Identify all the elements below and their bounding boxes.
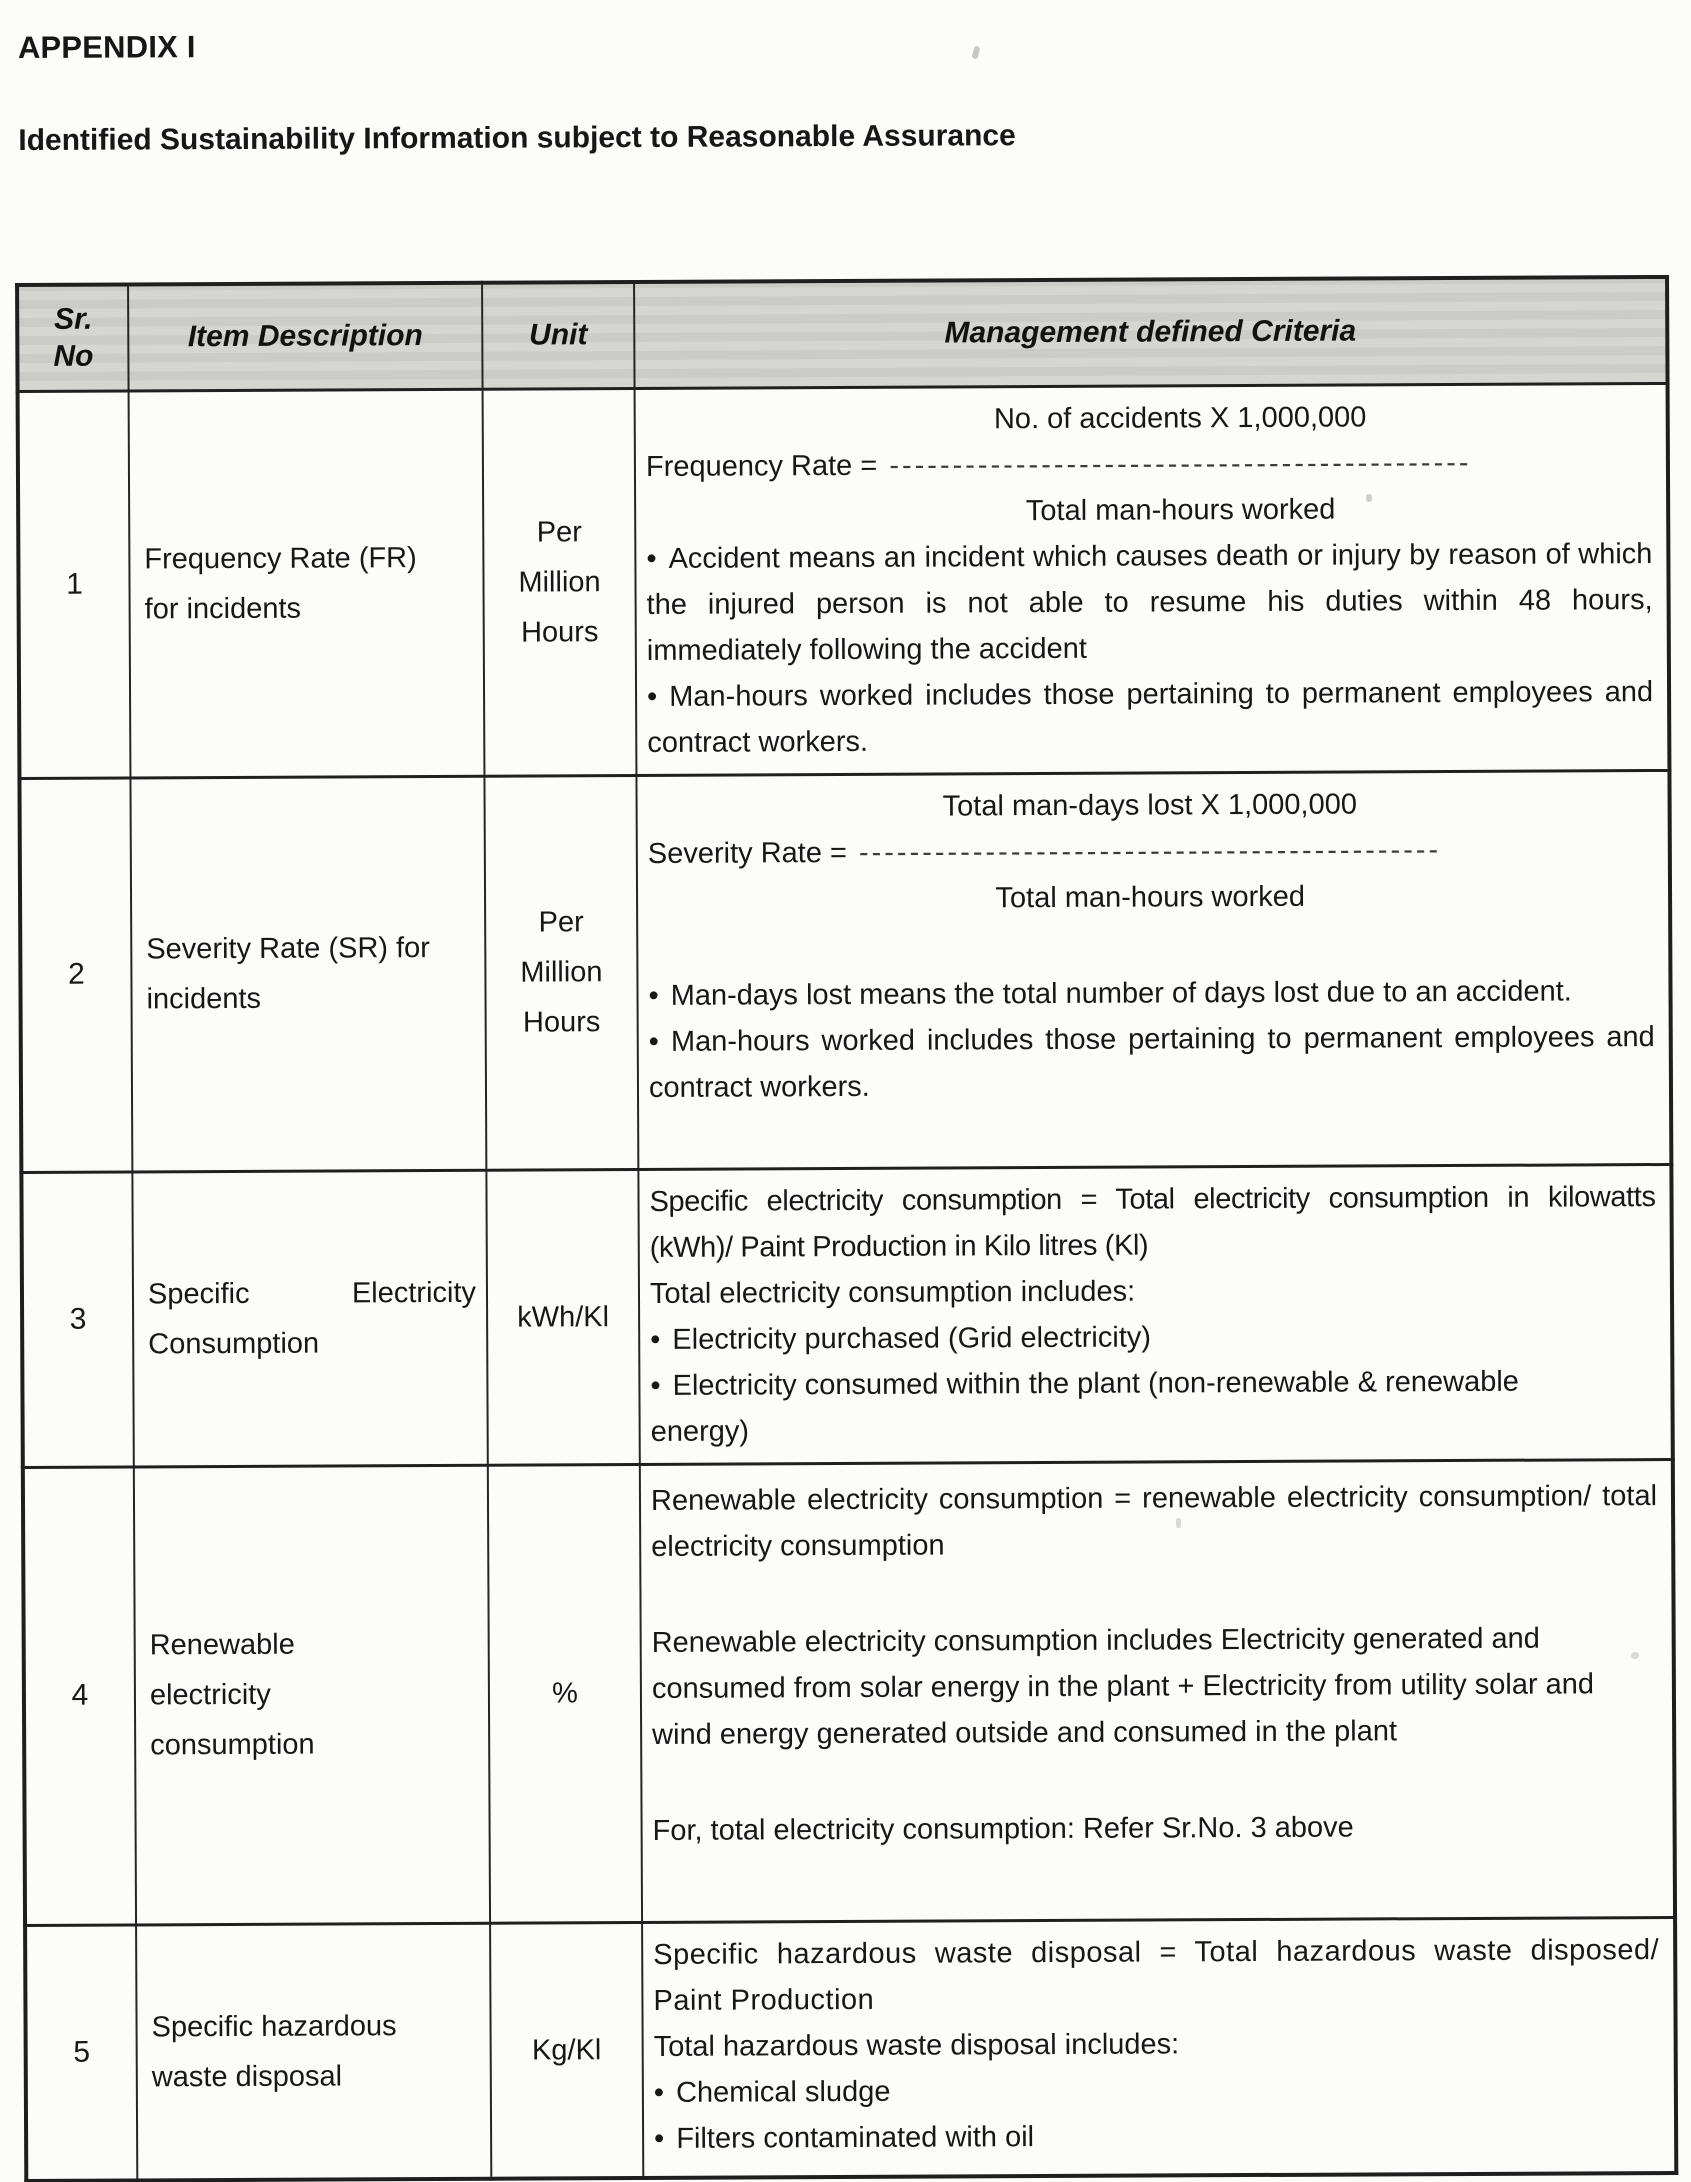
item-description: [130, 776, 486, 1172]
item-description: [132, 1170, 487, 1467]
sr-number: 4: [23, 1466, 136, 1925]
bullet-text: Electricity purchased (Grid electricity): [672, 1321, 1152, 1356]
item-description: [136, 1923, 491, 2181]
scan-speck: [1366, 494, 1372, 502]
criteria-paragraph: Specific hazardous waste disposal = Total hazardous waste disposed/ Paint Production: [653, 1933, 1660, 2017]
formula-denominator: Total man-hours worked: [1025, 493, 1336, 527]
criteria-paragraph: For, total electricity consumption: Refer Sr.No. 3 above: [652, 1811, 1354, 1847]
criteria-bullet: [650, 1312, 1656, 1363]
scan-speck: [1631, 1652, 1639, 1659]
formula-fraction-line: ----------------------------------------------: [858, 833, 1442, 869]
unit-value: Per Million Hours: [483, 388, 637, 776]
col-header-unit: Unit: [482, 282, 635, 389]
formula-fraction-line: ----------------------------------------------: [889, 446, 1472, 482]
sr-number: 2: [19, 777, 132, 1172]
unit-value: %: [488, 1464, 642, 1923]
criteria-paragraph: Total hazardous waste disposal includes:: [653, 2027, 1180, 2063]
bullet-marker: •: [648, 979, 659, 1012]
table-row-frequency-rate: [18, 383, 1670, 778]
bullet-marker: •: [654, 2122, 665, 2155]
bullet-marker: •: [646, 542, 657, 575]
bullet-text: Chemical sludge: [675, 2075, 891, 2109]
col-header-criteria: Management defined Criteria: [634, 277, 1668, 388]
item-description-text: Specific hazardous waste disposal: [151, 2009, 397, 2094]
criteria-cell: [638, 1164, 1672, 1464]
item-description-text: Severity Rate (SR) for incidents: [146, 932, 431, 1016]
criteria-bullet: [648, 968, 1654, 1019]
criteria-cell: [636, 770, 1671, 1169]
item-description: [129, 389, 485, 778]
item-description-text: Specific Electricity Consumption: [147, 1276, 477, 1360]
formula-denominator: Total man-hours worked: [995, 880, 1306, 914]
table-row-renewable-electricity: [23, 1459, 1675, 1925]
criteria-bullet: [654, 2111, 1660, 2162]
criteria-table: [15, 275, 1678, 2182]
criteria-cell: [640, 1459, 1675, 1922]
formula-label: Frequency Rate =: [645, 449, 878, 483]
criteria-bullet: [650, 1358, 1590, 1455]
frequency-rate-formula: [646, 393, 1653, 536]
bullet-text: Accident means an incident which causes death or injury by reason of which the injured person is not able to resume his duties within 48 hours, immediately following the accident: [646, 537, 1653, 667]
table-row-specific-electricity: [21, 1164, 1672, 1467]
criteria-paragraph: Renewable electricity consumption = renewable electricity consumption/ total electricity consumption: [650, 1479, 1658, 1563]
criteria-paragraph: Renewable electricity consumption includes Electricity generated and consumed from solar energy in the plant + Electricity from utility solar and wind energy generated outside and consumed in the plant: [651, 1622, 1595, 1751]
sr-number: 1: [18, 390, 131, 778]
formula-numerator: Total man-days lost X 1,000,000: [942, 787, 1358, 823]
bullet-text: Man-hours worked includes those pertaining to permanent employees and contract workers.: [647, 675, 1654, 759]
criteria-bullet: [646, 531, 1653, 674]
unit-value: kWh/Kl: [486, 1169, 639, 1465]
bullet-text: Filters contaminated with oil: [676, 2120, 1035, 2155]
bullet-marker: •: [646, 680, 658, 713]
col-header-item: Item Description: [128, 283, 483, 391]
scan-speck: [1176, 1518, 1181, 1528]
formula-label: Severity Rate =: [647, 836, 847, 870]
unit-value: Kg/Kl: [490, 1922, 643, 2179]
table-header-row: [17, 277, 1667, 391]
criteria-bullet: [647, 669, 1653, 766]
formula-numerator: No. of accidents X 1,000,000: [993, 400, 1367, 435]
appendix-title: APPENDIX I: [17, 29, 196, 66]
criteria-bullet: [649, 1014, 1655, 1111]
item-description-text: Renewable electricity consumption: [149, 1628, 315, 1762]
table-row-hazardous-waste: [25, 1917, 1676, 2181]
bullet-marker: •: [653, 2076, 665, 2109]
bullet-marker: •: [650, 1323, 661, 1356]
bullet-marker: •: [650, 1369, 661, 1402]
bullet-marker: •: [648, 1025, 659, 1058]
document-content: [0, 22, 1691, 2182]
criteria-paragraph: Specific electricity consumption = Total electricity consumption in kilowatts (kWh)/ Paint Production in Kilo litres (Kl): [649, 1180, 1656, 1264]
table-row-severity-rate: [19, 770, 1671, 1172]
criteria-cell: [635, 383, 1670, 775]
criteria-cell: [642, 1917, 1676, 2178]
col-header-sr-no: Sr. No: [17, 284, 129, 391]
item-description-text: Frequency Rate (FR) for incidents: [144, 541, 417, 625]
doc-subtitle: Identified Sustainability Information subject to Reasonable Assurance: [18, 119, 1016, 158]
item-description: [134, 1465, 490, 1925]
criteria-paragraph: Total electricity consumption includes:: [649, 1275, 1136, 1310]
bullet-text: Man-hours worked includes those pertaining to permanent employees and contract workers.: [648, 1020, 1655, 1104]
severity-rate-formula: [647, 780, 1654, 923]
unit-value: Per Million Hours: [484, 775, 638, 1170]
bullet-text: Man-days lost means the total number of days lost due to an accident.: [670, 974, 1572, 1012]
criteria-bullet: [654, 2065, 1660, 2116]
sr-number: 5: [25, 1924, 137, 2181]
sr-number: 3: [21, 1171, 133, 1467]
bullet-text: Electricity consumed within the plant (non-renewable & renewable energy): [650, 1365, 1519, 1448]
